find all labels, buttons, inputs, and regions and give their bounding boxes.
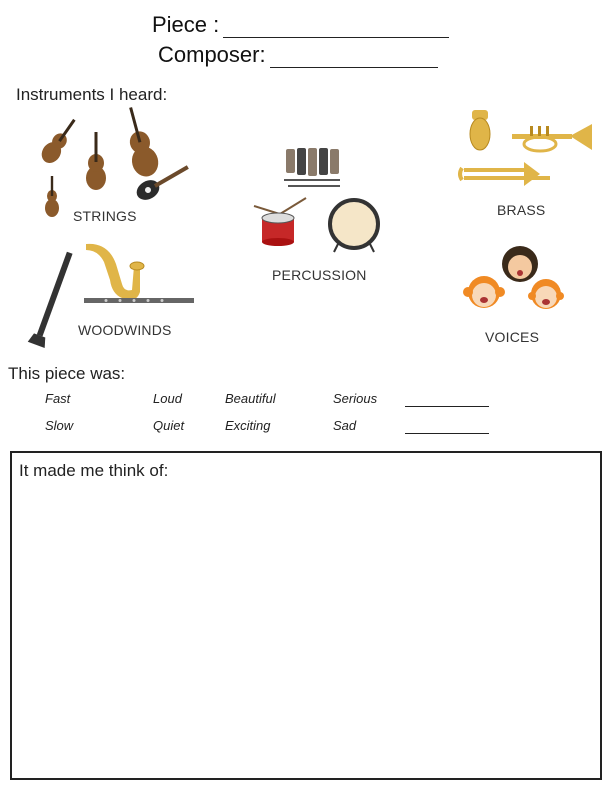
clarinet-icon [28, 250, 78, 348]
snare-drum-icon [254, 198, 306, 246]
saxophone-icon [86, 244, 144, 300]
descriptor-beautiful[interactable]: Beautiful [225, 391, 276, 406]
singing-child-icon [502, 246, 538, 282]
bass-drum-icon [330, 200, 378, 252]
trumpet-icon [512, 124, 592, 151]
trombone-icon [460, 162, 550, 186]
piece-field [152, 12, 449, 38]
descriptors-heading: This piece was: [8, 364, 126, 383]
strings-label: STRINGS [73, 208, 137, 224]
response-title: It made me think of: [19, 461, 169, 480]
voices-icon [456, 240, 571, 318]
singing-child-icon [463, 276, 505, 308]
tuba-icon [470, 110, 490, 150]
descriptor-blank-2[interactable] [405, 421, 489, 434]
descriptor-serious[interactable]: Serious [333, 391, 378, 406]
descriptor-slow[interactable]: Slow [45, 418, 74, 433]
piece-label: Piece : [152, 12, 220, 37]
descriptor-quiet[interactable]: Quiet [153, 418, 185, 433]
descriptor-sad[interactable]: Sad [333, 418, 357, 433]
descriptor-blank-1[interactable] [405, 394, 489, 407]
xylophone-icon [284, 148, 340, 186]
percussion-label: PERCUSSION [272, 267, 367, 283]
brass-icon [458, 106, 598, 196]
flute-icon [84, 298, 194, 303]
descriptor-exciting[interactable]: Exciting [225, 418, 271, 433]
composer-field [158, 42, 438, 68]
piece-blank[interactable] [223, 15, 449, 38]
percussion-icon [248, 140, 388, 255]
response-box[interactable] [10, 451, 602, 780]
composer-label: Composer: [158, 42, 266, 67]
descriptor-loud[interactable]: Loud [153, 391, 182, 406]
descriptor-fast[interactable]: Fast [45, 391, 71, 406]
voices-label: VOICES [485, 329, 540, 345]
brass-label: BRASS [497, 202, 546, 218]
singing-child-icon [528, 279, 564, 309]
composer-blank[interactable] [270, 45, 438, 68]
woodwinds-label: WOODWINDS [78, 322, 172, 338]
instruments-heading: Instruments I heard: [16, 85, 168, 104]
